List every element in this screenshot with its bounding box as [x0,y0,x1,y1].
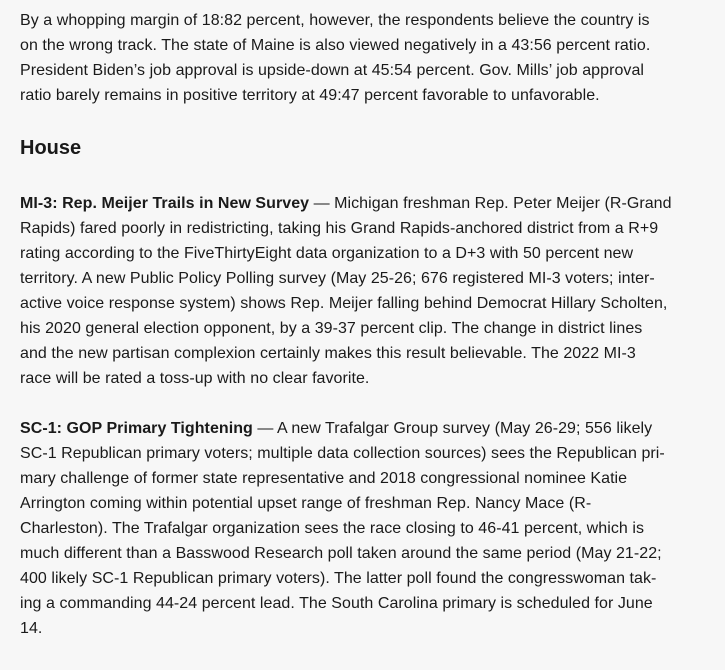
article-line: Rapids) fared poorly in redistricting, taking his Grand Rapids-anchored district from a R+9 [20,220,659,237]
intro-line: By a whopping margin of 18:82 percent, however, the respondents believe the country is [20,12,650,29]
article-line: territory. A new Public Policy Polling survey (May 25-26; 676 registered MI-3 voters; inter- [20,270,655,287]
intro-line: President Biden’s job approval is upside-down at 45:54 percent. Gov. Mills’ job approval [20,62,645,79]
article-line: — Michigan freshman Rep. Peter Meijer (R-Grand [309,195,672,212]
article-line: — A new Trafalgar Group survey (May 26-29; 556 likely [252,420,653,437]
article-sc1-paragraph [20,416,705,641]
spacer [20,391,705,416]
article-line: Arrington coming within potential upset range of freshman Rep. Nancy Mace (R- [20,495,592,512]
spacer [20,161,705,191]
article-line: rating according to the FiveThirtyEight data organization to a D+3 with 50 percent new [20,245,634,262]
article-line: active voice response system) shows Rep. Meijer falling behind Democrat Hillary Scholten, [20,295,668,312]
article-line: mary challenge of former state representative and 2018 congressional nominee Katie [20,470,628,487]
article-line: his 2020 general election opponent, by a 39-37 percent clip. The change in district lines [20,320,643,337]
article-line: race will be rated a toss-up with no clear favorite. [20,370,370,387]
article-line: and the new partisan complexion certainly makes this result believable. The 2022 MI-3 [20,345,636,362]
article-line: ing a commanding 44-24 percent lead. The South Carolina primary is scheduled for June [20,595,653,612]
spacer [20,108,705,136]
article-line: 400 likely SC-1 Republican primary voters). The latter poll found the congresswoman tak- [20,570,657,587]
intro-line: ratio barely remains in positive territory at 49:47 percent favorable to unfavorable. [20,87,600,104]
article-line: 14. [20,620,43,637]
article-line: Charleston). The Trafalgar organization sees the race closing to 46-41 percent, which is [20,520,644,537]
intro-paragraph [20,8,705,108]
intro-line: on the wrong track. The state of Maine is also viewed negatively in a 43:56 percent ratio. [20,37,651,54]
article-line: much different than a Basswood Research poll taken around the same period (May 21-22; [20,545,662,562]
article-mi3-headline: MI-3: Rep. Meijer Trails in New Survey [20,195,310,212]
section-heading-house: House [20,137,82,159]
article-line: SC-1 Republican primary voters; multiple data collection sources) sees the Republican pri- [20,445,665,462]
article-sc1-headline: SC-1: GOP Primary Tightening [20,420,253,437]
article-mi3-paragraph [20,191,705,391]
